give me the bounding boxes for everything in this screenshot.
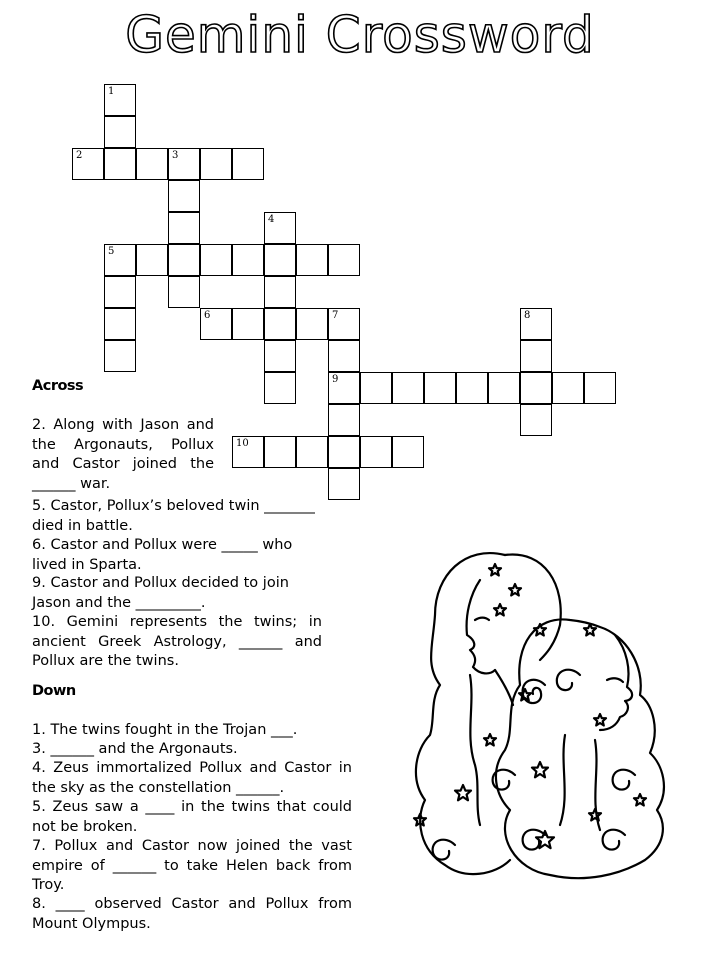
- crossword-cell[interactable]: [328, 308, 360, 340]
- crossword-cell[interactable]: [520, 404, 552, 436]
- crossword-cell[interactable]: [264, 276, 296, 308]
- crossword-cell[interactable]: [264, 212, 296, 244]
- crossword-cell[interactable]: [264, 244, 296, 276]
- crossword-cell[interactable]: [264, 372, 296, 404]
- crossword-cell[interactable]: [296, 308, 328, 340]
- down-clue: 8. ____ observed Castor and Pollux from Mount Olympus.: [32, 896, 352, 932]
- crossword-cell[interactable]: [488, 372, 520, 404]
- crossword-cell[interactable]: [296, 244, 328, 276]
- crossword-cell[interactable]: [424, 372, 456, 404]
- across-clue: 6. Castor and Pollux were _____ who lived in Sparta.: [32, 537, 293, 573]
- crossword-cell[interactable]: [360, 372, 392, 404]
- crossword-cell[interactable]: [200, 244, 232, 276]
- crossword-cell[interactable]: [584, 372, 616, 404]
- crossword-cell[interactable]: [328, 244, 360, 276]
- crossword-cell[interactable]: [104, 84, 136, 116]
- hair-curl: [603, 830, 625, 850]
- crossword-cell[interactable]: [520, 308, 552, 340]
- crossword-cell[interactable]: [328, 372, 360, 404]
- clue-number: 9: [332, 374, 339, 385]
- crossword-cell[interactable]: [392, 372, 424, 404]
- crossword-cell[interactable]: [104, 116, 136, 148]
- crossword-cell[interactable]: [456, 372, 488, 404]
- star-icon: [455, 785, 471, 800]
- hair-strand: [470, 675, 480, 825]
- crossword-cell[interactable]: [168, 244, 200, 276]
- across-clue: 10. Gemini represents the twins; in ancient Greek Astrology, ______ and Pollux are the twins.: [32, 614, 322, 669]
- front-twin-face: [600, 635, 632, 730]
- crossword-cell[interactable]: [264, 308, 296, 340]
- crossword-cell[interactable]: [328, 468, 360, 500]
- clue-number: 3: [172, 150, 179, 161]
- hair-strand: [560, 735, 565, 825]
- crossword-cell[interactable]: [296, 436, 328, 468]
- crossword-cell[interactable]: [232, 148, 264, 180]
- crossword-cell[interactable]: [200, 308, 232, 340]
- front-twin-hair: [496, 619, 664, 878]
- across-clue: 2. Along with Jason and the Argonauts, Pollux and Castor joined the ______ war.: [32, 417, 214, 492]
- crossword-cell[interactable]: [232, 436, 264, 468]
- crossword-cell[interactable]: [104, 308, 136, 340]
- hair-curl: [557, 670, 580, 690]
- hair-curl: [613, 770, 635, 790]
- star-icon: [594, 714, 606, 726]
- clue-number: 1: [108, 86, 115, 97]
- front-twin-eye: [607, 678, 623, 682]
- star-icon: [519, 689, 531, 701]
- crossword-cell[interactable]: [168, 212, 200, 244]
- across-clue: 5. Castor, Pollux’s beloved twin _______ died in battle.: [32, 498, 315, 534]
- back-twin-neck: [495, 670, 513, 705]
- star-icon: [589, 809, 601, 821]
- clue-number: 10: [236, 438, 249, 449]
- crossword-cell[interactable]: [264, 340, 296, 372]
- crossword-cell[interactable]: [104, 340, 136, 372]
- crossword-cell[interactable]: [168, 276, 200, 308]
- clue-number: 5: [108, 246, 115, 257]
- crossword-cell[interactable]: [520, 340, 552, 372]
- down-clue: 3. ______ and the Argonauts.: [32, 741, 238, 757]
- crossword-cell[interactable]: [104, 148, 136, 180]
- crossword-cell[interactable]: [552, 372, 584, 404]
- hair-curl: [433, 840, 455, 860]
- crossword-cell[interactable]: [168, 180, 200, 212]
- down-clue: 5. Zeus saw a ____ in the twins that could not be broken.: [32, 799, 352, 835]
- crossword-cell[interactable]: [232, 308, 264, 340]
- clue-number: 4: [268, 214, 275, 225]
- back-twin-hair: [416, 553, 510, 874]
- crossword-cell[interactable]: [328, 436, 360, 468]
- crossword-cell[interactable]: [392, 436, 424, 468]
- across-heading: Across: [32, 378, 84, 394]
- back-twin-hair-right: [505, 555, 561, 660]
- star-icon: [534, 624, 546, 636]
- down-heading: Down: [32, 683, 76, 699]
- crossword-cell[interactable]: [520, 372, 552, 404]
- star-icon: [532, 762, 548, 777]
- star-icon: [484, 734, 496, 746]
- down-clue: 4. Zeus immortalized Pollux and Castor in the sky as the constellation ______.: [32, 760, 352, 796]
- clue-number: 8: [524, 310, 531, 321]
- back-twin-eye: [475, 618, 489, 620]
- back-twin-face: [467, 580, 495, 673]
- page-title: Gemini Crossword: [125, 6, 595, 64]
- clue-number: 2: [76, 150, 83, 161]
- down-clue: 7. Pollux and Castor now joined the vast empire of ______ to take Helen back from Troy.: [32, 838, 352, 893]
- star-icon: [494, 604, 506, 616]
- gemini-twins-illustration: [395, 535, 675, 895]
- crossword-cell[interactable]: [200, 148, 232, 180]
- down-clue: 1. The twins fought in the Trojan ___.: [32, 722, 298, 738]
- crossword-cell[interactable]: [360, 436, 392, 468]
- crossword-cell[interactable]: [136, 148, 168, 180]
- crossword-cell[interactable]: [104, 276, 136, 308]
- crossword-cell[interactable]: [328, 404, 360, 436]
- clue-number: 6: [204, 310, 211, 321]
- crossword-cell[interactable]: [264, 436, 296, 468]
- star-icon: [509, 584, 521, 596]
- crossword-cell[interactable]: [232, 244, 264, 276]
- crossword-cell[interactable]: [168, 148, 200, 180]
- crossword-cell[interactable]: [328, 340, 360, 372]
- clue-number: 7: [332, 310, 339, 321]
- star-icon: [489, 564, 501, 576]
- across-clue: 9. Castor and Pollux decided to join Jason and the _________.: [32, 575, 289, 611]
- crossword-cell[interactable]: [136, 244, 168, 276]
- crossword-cell[interactable]: [72, 148, 104, 180]
- crossword-cell[interactable]: [104, 244, 136, 276]
- star-icon: [634, 794, 646, 806]
